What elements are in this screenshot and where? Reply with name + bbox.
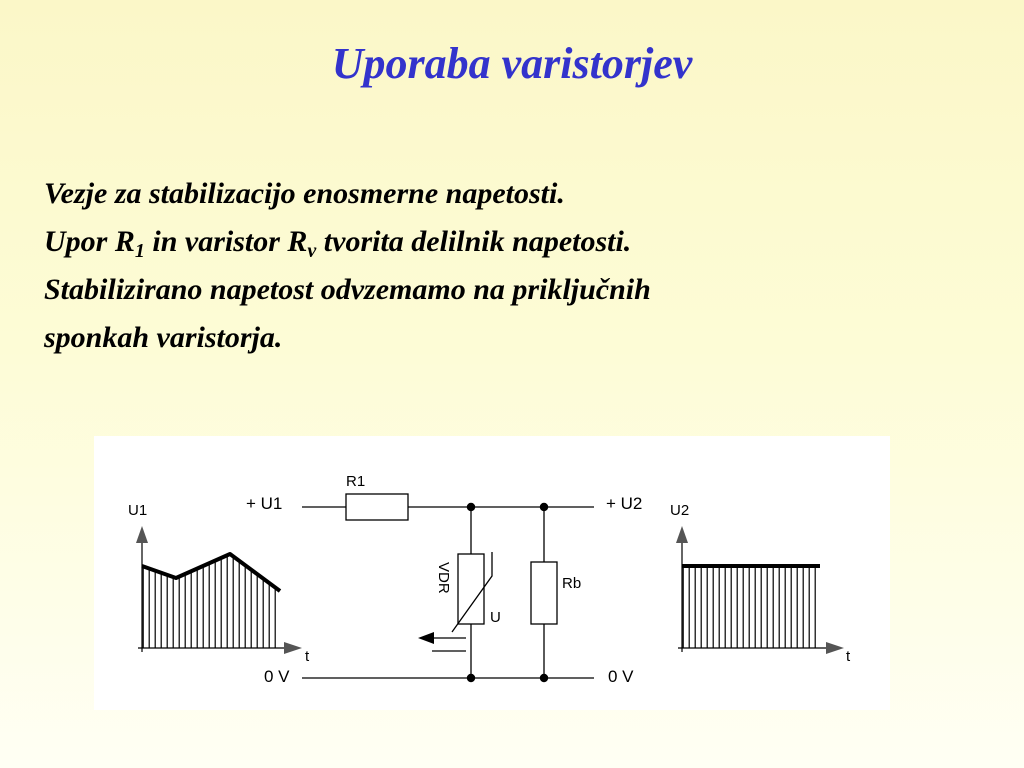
resistor-rb-label: Rb (562, 575, 582, 592)
varistor-label: VDR (435, 562, 452, 594)
junction-dot (467, 674, 475, 682)
output-y-arrow (676, 526, 688, 543)
body-line-3: Stabilizirano napetost odvzemamo na priključnih (44, 273, 651, 306)
body-line-4: sponkah varistorja. (44, 321, 283, 354)
output-x-label: t (846, 648, 851, 665)
circuit-figure (94, 436, 890, 710)
voltage-arrow-head (418, 632, 434, 644)
subscript-1: 1 (134, 240, 145, 262)
input-voltage-graph (128, 502, 310, 665)
input-y-label: U1 (128, 502, 148, 519)
body-line-2-part-b: in varistor R (144, 225, 308, 258)
body-line-2-part-a: Upor R (44, 225, 135, 258)
circuit-diagram (94, 436, 890, 710)
output-zero-label: 0 V (608, 667, 634, 686)
resistor-rb (531, 562, 557, 624)
resistor-r1 (346, 494, 408, 520)
output-x-arrow (826, 642, 844, 654)
input-x-label: t (305, 648, 310, 665)
input-y-arrow (136, 526, 148, 543)
body-line-2 (44, 218, 984, 266)
varistor-vdr (458, 554, 484, 624)
resistor-r1-label: R1 (346, 473, 366, 490)
input-plus-label: + U1 (246, 494, 283, 513)
output-voltage-graph (670, 502, 851, 665)
body-line-2-part-c: tvorita delilnik napetosti. (316, 225, 632, 258)
output-y-label: U2 (670, 502, 690, 519)
output-plus-label: + U2 (606, 494, 643, 513)
junction-dot (540, 503, 548, 511)
slide-body-text (44, 170, 984, 362)
input-x-arrow (284, 642, 302, 654)
input-waveform-area (142, 554, 280, 648)
varistor-voltage-label: U (490, 609, 501, 626)
output-waveform-area (682, 566, 820, 648)
junction-dot (467, 503, 475, 511)
body-line-1: Vezje za stabilizacijo enosmerne napetosti. (44, 177, 565, 210)
input-zero-label: 0 V (264, 667, 290, 686)
slide-title: Uporaba varistorjev (331, 39, 693, 88)
subscript-v: v (307, 240, 317, 262)
junction-dot (540, 674, 548, 682)
